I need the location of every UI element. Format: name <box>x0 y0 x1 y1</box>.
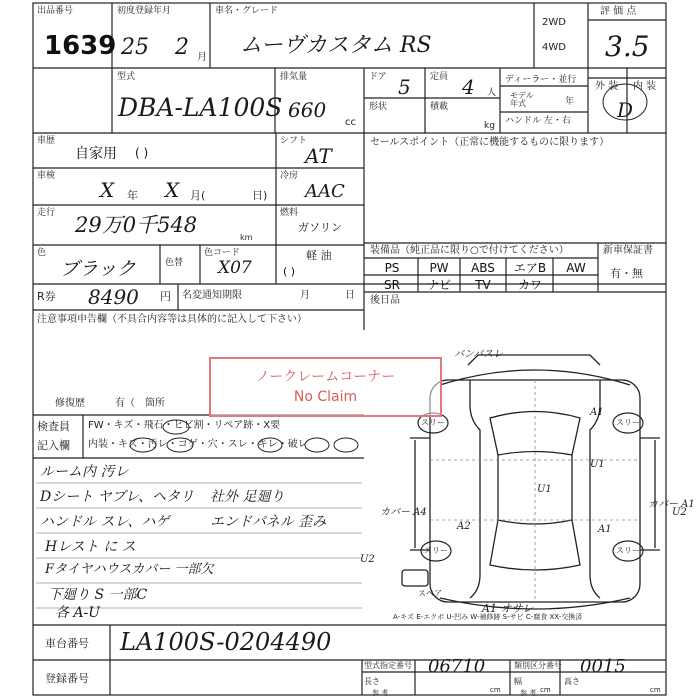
drive-2wd: 2WD <box>542 17 566 28</box>
no-claim-line1: ノークレームコーナー <box>255 369 396 385</box>
cc-unit: cc <box>345 117 356 128</box>
note-line-5: Fタイヤハウスカバー 一部欠 <box>45 562 214 577</box>
score-value: 3.5 <box>605 30 650 63</box>
note-line-3: ハンドル スレ、ハゲ <box>40 514 170 530</box>
legend: A-キズ E-エクボ U-凹み W-補修跡 S-サビ C-腐食 XX-交換済 <box>393 613 583 621</box>
diagram-a1-right: A1 <box>598 524 612 535</box>
load-unit: kg <box>484 121 495 131</box>
color-code-label: 色コード <box>204 248 241 258</box>
fuel-alt: 軽 油 <box>306 249 332 262</box>
inspector-label2: 記入欄 <box>37 439 70 452</box>
shape-label: 形状 <box>369 102 388 112</box>
mileage-value: 29万0千548 <box>75 213 198 237</box>
rename-month: 月 <box>300 290 310 301</box>
note-line-6: 下廻り S 一部C <box>48 587 148 603</box>
height-label: 高さ <box>564 677 580 686</box>
fuel-value: ガソリン <box>298 221 342 234</box>
rename-label: 名変通知期限 <box>182 290 242 301</box>
inspector-row1: FW・キズ・飛石・ヒビ割・リペア跡・X要 <box>88 420 281 431</box>
cc-label: 排気量 <box>280 72 308 82</box>
lot-label: 出品番号 <box>37 6 74 16</box>
ext-label: 外 装 <box>595 81 619 92</box>
equipment-sr: SR <box>384 278 400 292</box>
repair-label: 修復歴 <box>55 398 85 409</box>
diagram-a1-top: A1 <box>590 407 604 418</box>
diagram-rear-bumper: A1 オサレ <box>482 602 534 615</box>
note-right-2: エンドパネル 歪み <box>210 514 327 530</box>
model-label: 型式 <box>117 72 136 82</box>
inspection-day-unit: 日) <box>252 189 268 202</box>
inspection-month: X <box>165 178 180 202</box>
note-line-7: 各 A-U <box>55 605 101 621</box>
type-number-ref: 参 考 <box>372 689 389 697</box>
equipment-leather: カワ <box>517 278 542 292</box>
inspection-year-unit: 年 <box>127 189 138 202</box>
cc-value: 660 <box>288 98 327 122</box>
diagram-u2-left: U2 <box>360 554 375 565</box>
warranty-label: 新車保証書 <box>603 245 653 256</box>
lot-number: 1639 <box>44 31 117 61</box>
note-right-1: 社外 足廻り <box>210 489 285 505</box>
color-code-value: X07 <box>218 258 252 278</box>
type-number-value: 06710 <box>428 656 486 677</box>
diagram-spare: スペア <box>418 589 442 598</box>
shift-value: AT <box>305 144 332 168</box>
diagram-u1-center: U1 <box>537 484 552 495</box>
shift-label: シフト <box>280 136 308 146</box>
type-number-label: 型式指定番号 <box>364 661 412 670</box>
history-value: 自家用 <box>75 146 117 162</box>
score-label: 評 価 点 <box>600 6 637 17</box>
color-label: 色 <box>37 248 47 258</box>
reg-month: 2 <box>175 35 189 60</box>
recycle-value: 8490 <box>88 285 139 309</box>
equipment-tv: TV <box>475 278 491 292</box>
model-year-unit: 年 <box>565 97 575 107</box>
no-claim-line2: No Claim <box>293 389 358 405</box>
dealer-label: ディーラー・並行 <box>505 75 577 85</box>
int-grade: D <box>617 98 634 122</box>
diagram-u1-right: U1 <box>590 459 605 470</box>
car-label: 車名・グレード <box>215 6 279 16</box>
class-number-ref: 参 考 <box>520 689 537 697</box>
no-claim-stamp <box>209 357 442 417</box>
rename-day: 日 <box>345 290 355 301</box>
inspection-label: 車検 <box>37 171 56 181</box>
inspector-label1: 検査員 <box>37 420 70 433</box>
diagram-cover-a4: カバー A4 <box>380 507 427 518</box>
inspection-month-unit: 月( <box>190 189 206 202</box>
doors-value: 5 <box>398 75 411 99</box>
color-change-label: 色替 <box>165 258 184 268</box>
equipment-aw: AW <box>566 261 586 275</box>
registration-label: 登録番号 <box>45 672 89 685</box>
load-label: 積載 <box>430 102 449 112</box>
diagram-tire-rl: スリー <box>424 546 448 555</box>
diagram-u2-right: U2 <box>672 507 687 518</box>
note-line-4: Hレスト に ス <box>45 539 136 555</box>
ac-label: 冷房 <box>280 171 299 181</box>
repair-value: 有（ <box>115 398 135 409</box>
reg-label: 初度登録年月 <box>117 6 172 16</box>
chassis-value: LA100S-0204490 <box>120 628 332 656</box>
inspection-year: X <box>100 178 115 202</box>
seats-unit: 人 <box>487 88 497 98</box>
after-items-label: 後日品 <box>370 295 400 306</box>
mileage-label: 走行 <box>37 208 56 218</box>
recycle-label: R券 <box>37 290 56 303</box>
class-number-value: 0015 <box>580 656 626 677</box>
equipment-pw: PW <box>429 261 449 275</box>
history-paren: ( ) <box>135 146 149 160</box>
int-label: 内 装 <box>633 81 657 92</box>
repair-place: 箇所 <box>145 398 165 409</box>
history-label: 車歴 <box>37 136 56 146</box>
equipment-airbag: エアB <box>513 261 547 275</box>
equipment-label: 装備品（純正品に限り○で付けてください） <box>370 245 569 256</box>
diagram-tire-rr: スリー <box>616 546 640 555</box>
sales-label: セールスポイント（正常に機能するものに限ります） <box>370 137 610 148</box>
inspector-row2: 内装・キズ・汚レ・コゲ・穴・スレ・キレ・破レ <box>88 439 308 450</box>
width-label: 幅 <box>514 677 522 686</box>
chassis-label: 車台番号 <box>45 637 89 650</box>
doors-label: ドア <box>369 72 387 82</box>
seats-label: 定員 <box>430 72 449 82</box>
diagram-a2: A2 <box>457 521 471 532</box>
ac-value: AAC <box>305 181 345 202</box>
note-line-1: ルーム内 汚レ <box>40 464 129 480</box>
mileage-unit: km <box>240 233 253 242</box>
diagram-cover-a1: カバー A1 <box>648 499 695 510</box>
reg-month-unit: 月 <box>197 52 207 63</box>
recycle-unit: 円 <box>160 290 171 303</box>
color-code-paren: ( ) <box>283 265 296 278</box>
car-name: ムーヴカスタム RS <box>240 33 432 58</box>
reg-year: 25 <box>121 35 149 60</box>
model-value: DBA-LA100S <box>118 93 283 122</box>
drive-4wd: 4WD <box>542 42 566 53</box>
height-unit: cm <box>650 686 661 694</box>
class-number-label: 類別区分番号 <box>514 661 562 670</box>
equipment-ps: PS <box>384 261 400 275</box>
length-unit: cm <box>490 686 501 694</box>
fuel-label: 燃料 <box>280 208 299 218</box>
equipment-navi: ナビ <box>426 278 451 292</box>
warranty-value: 有・無 <box>610 267 643 280</box>
notes-label: 注意事項申告欄（不具合内容等は具体的に記入して下さい） <box>37 314 307 325</box>
seats-value: 4 <box>462 75 475 99</box>
diagram-tire-fr: スリー <box>616 418 640 427</box>
note-line-2: Dシート ヤブレ、ヘタリ <box>40 489 194 505</box>
handle-label: ハンドル 左・右 <box>505 116 571 126</box>
color-value: ブラック <box>60 258 136 280</box>
diagram-tire-fl: スリー <box>421 418 445 427</box>
model-year-label: モデル年式 <box>510 91 534 108</box>
length-label: 長さ <box>364 677 380 686</box>
equipment-abs: ABS <box>471 261 495 275</box>
width-unit: cm <box>540 686 551 694</box>
diagram-bumper-scrape: バンパスレ <box>454 349 504 360</box>
